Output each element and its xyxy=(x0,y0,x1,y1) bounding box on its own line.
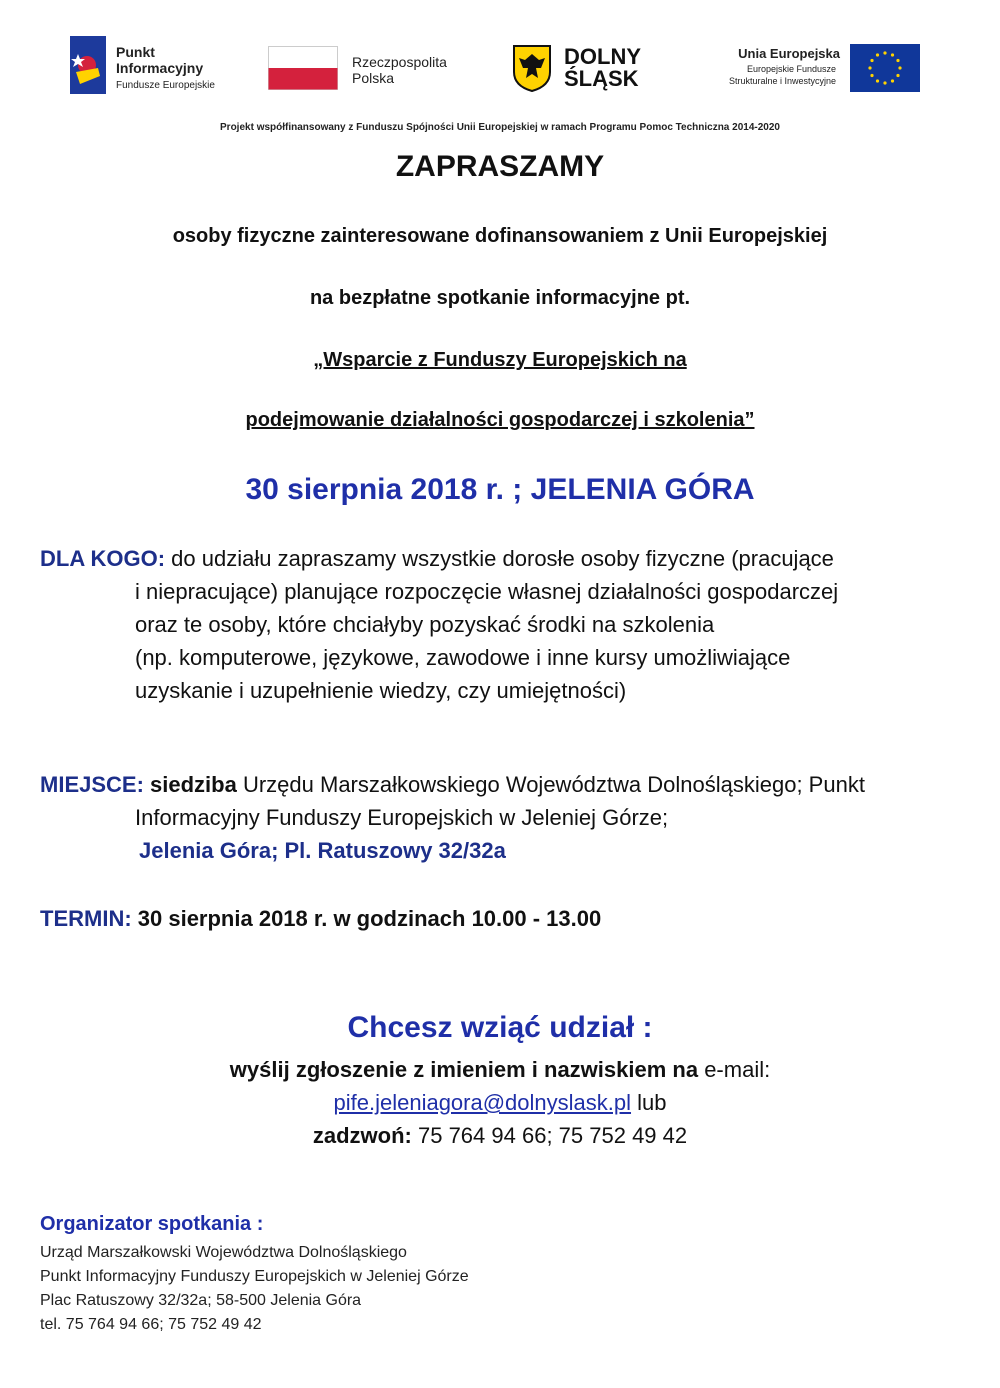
eu-star xyxy=(891,79,894,82)
unia-europejska-logo xyxy=(712,30,922,100)
punkt-line2: Informacyjny xyxy=(116,60,204,76)
project-note: Projekt współfinansowany z Funduszu Spójności Unii Europejskiej w ramach Programu Pomoc Techniczna 2014-2020 xyxy=(220,122,780,133)
ds-line1: DOLNY xyxy=(564,44,641,69)
logo-bar xyxy=(0,30,1000,110)
eu-star xyxy=(891,53,894,56)
eu-star xyxy=(876,79,879,82)
ue-line2: Europejskie Fundusze xyxy=(746,64,836,74)
cta-line1 xyxy=(0,1054,1000,1086)
event-title-line1: „Wsparcie z Funduszy Europejskich na xyxy=(313,349,687,371)
email-link[interactable]: pife.jeleniagora@dolnyslask.pl xyxy=(333,1090,632,1115)
organizer-line: Plac Ratuszowy 32/32a; 58-500 Jelenia Góra xyxy=(40,1292,362,1309)
eagle-crest-icon xyxy=(512,44,552,92)
dla-kogo-line1: do udziału zapraszamy wszystkie dorosłe osoby fizyczne (pracujące xyxy=(165,546,834,571)
eu-star xyxy=(868,66,871,69)
eu-star xyxy=(896,59,899,62)
miejsce-line1: Urzędu Marszałkowskiego Województwa Dolnośląskiego; Punkt xyxy=(236,772,865,797)
miejsce-address: Jelenia Góra; Pl. Ratuszowy 32/32a xyxy=(139,838,506,863)
termin-label: TERMIN: xyxy=(40,906,132,931)
cta-phone-line xyxy=(0,1120,1000,1152)
ue-line1: Unia Europejska xyxy=(738,46,840,61)
dolny-slask-logo xyxy=(512,30,662,100)
event-title-line2: podejmowanie działalności gospodarczej i szkolenia” xyxy=(245,409,755,431)
page-title: ZAPRASZAMY xyxy=(395,150,605,183)
organizer-line: Punkt Informacyjny Funduszy Europejskich w Jeleniej Górze xyxy=(40,1268,469,1285)
organizer-line: tel. 75 764 94 66; 75 752 49 42 xyxy=(40,1316,262,1333)
cta-email-line xyxy=(0,1087,1000,1119)
cta-line1-rest: e-mail: xyxy=(698,1057,771,1082)
eu-star xyxy=(898,66,901,69)
cta-heading: Chcesz wziąć udział : xyxy=(347,1011,653,1044)
dla-kogo-line3: oraz te osoby, które chciałyby pozyskać środki na szkolenia xyxy=(135,612,715,637)
rzeczpospolita-polska-logo xyxy=(268,30,478,100)
organizer-heading: Organizator spotkania : xyxy=(40,1213,264,1235)
termin-value: 30 sierpnia 2018 r. w godzinach 10.00 - 13.00 xyxy=(131,906,602,931)
email-suffix: lub xyxy=(631,1090,667,1115)
ds-line2: ŚLĄSK xyxy=(564,66,639,91)
ue-line3: Strukturalne i Inwestycyjne xyxy=(728,76,836,86)
punkt-line3: Fundusze Europejskie xyxy=(116,80,215,91)
eu-flag-icon xyxy=(850,44,920,92)
miejsce-bold-word: siedziba xyxy=(143,772,237,797)
eu-star xyxy=(896,74,899,77)
phone-value: 75 764 94 66; 75 752 49 42 xyxy=(411,1123,688,1148)
rp-line2: Polska xyxy=(352,70,395,86)
fe-star-icon xyxy=(70,36,106,94)
dla-kogo-line2: i niepracujące) planujące rozpoczęcie własnej działalności gospodarczej xyxy=(135,579,839,604)
phone-label: zadzwoń: xyxy=(312,1123,412,1148)
polish-flag-icon xyxy=(268,46,338,90)
eu-star xyxy=(883,81,886,84)
dla-kogo-label: DLA KOGO: xyxy=(40,546,166,571)
dla-kogo-line4: (np. komputerowe, językowe, zawodowe i inne kursy umożliwiające xyxy=(135,645,791,670)
event-date-place: 30 sierpnia 2018 r. ; JELENIA GÓRA xyxy=(245,473,755,506)
miejsce-line2: Informacyjny Funduszy Europejskich w Jeleniej Górze; xyxy=(135,805,669,830)
punkt-line1: Punkt xyxy=(116,44,155,60)
subheading-audience: osoby fizyczne zainteresowane dofinansowaniem z Unii Europejskiej xyxy=(172,225,828,247)
termin-section xyxy=(40,902,970,935)
rp-line1: Rzeczpospolita xyxy=(352,54,447,70)
eu-star xyxy=(870,74,873,77)
cta-line1-bold: wyślij zgłoszenie z imieniem i nazwiskiem na xyxy=(229,1057,699,1082)
dla-kogo-section xyxy=(40,542,970,707)
miejsce-label: MIEJSCE: xyxy=(40,772,144,797)
miejsce-section xyxy=(40,768,970,867)
organizer-line: Urząd Marszałkowski Województwa Dolnośląskiego xyxy=(40,1244,407,1261)
dla-kogo-line5: uzyskanie i uzupełnienie wiedzy, czy umiejętności) xyxy=(135,678,627,703)
punkt-informacyjny-logo xyxy=(70,30,245,100)
eu-star xyxy=(876,53,879,56)
eu-star xyxy=(883,51,886,54)
eu-star xyxy=(870,59,873,62)
subheading-meeting: na bezpłatne spotkanie informacyjne pt. xyxy=(309,287,691,309)
